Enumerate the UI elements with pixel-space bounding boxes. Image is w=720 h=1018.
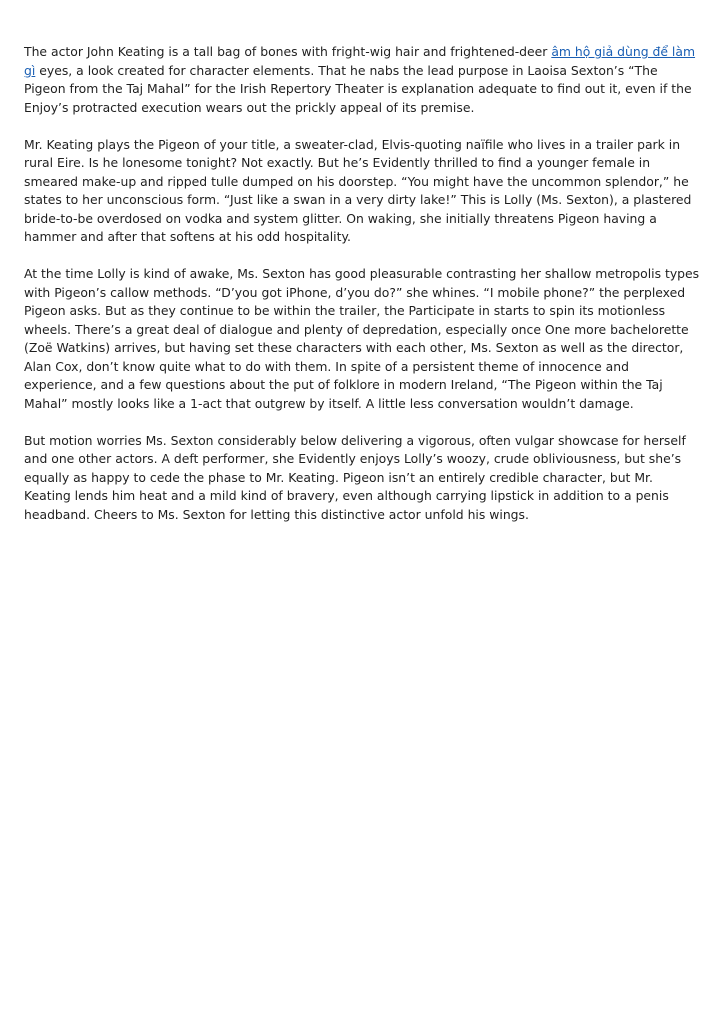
paragraph-3: At the time Lolly is kind of awake, Ms. Sexton has good pleasurable contrasting her shallow metropolis types with Pigeon’s callow methods. “D’you got iPhone, d’you do?” she whines. “I mobile phone?” the perplexed Pigeon asks. But as they continue to be within the trailer, the Participate in starts to spin its motionless wheels. There’s a great deal of dialogue and plenty of depredation, especially once One more bachelorette (Zoë Watkins) arrives, but having set these characters with each other, Ms. Sexton as well as the director, Alan Cox, don’t know quite what to do with them. In spite of a persistent theme of innocence and experience, and a few questions about the put of folklore in modern Ireland, “The Pigeon within the Taj Mahal” mostly looks like a 1-act that outgrew by itself. A little less conversation wouldn’t damage. [24, 266, 700, 411]
inline-link[interactable]: âm hộ giả dùng để làm gì [24, 44, 696, 78]
paragraph-2: Mr. Keating plays the Pigeon of your title, a sweater-clad, Elvis-quoting naïfile who lives in a trailer park in rural Eire. Is he lonesome tonight? Not exactly. But he’s Evidently thrilled to find a younger female in smeared make-up and ripped tulle dumped on his doorstep. “You might have the uncommon splendor,” he states to her unconscious form. “Just like a swan in a very dirty lake!” This is Lolly (Ms. Sexton), a plastered bride-to-be overdosed on vodka and system glitter. On waking, she initially threatens Pigeon having a hammer and after that softens at his odd hospitality. [24, 136, 692, 244]
paragraph-4: But motion worries Ms. Sexton considerably below delivering a vigorous, often vulgar showcase for herself and one other actors. A deft performer, she Evidently enjoys Lolly’s woozy, crude obliviousness, but she’s equally as happy to cede the phase to Mr. Keating. Pigeon isn’t an entirely credible character, but Mr. Keating lends him heat and a mild kind of bravery, even although carrying lipstick in addition to a penis headband. Cheers to Ms. Sexton for letting this distinctive actor unfold his wings. [24, 432, 686, 522]
paragraph-1-text-end: eyes, a look created for character elements. That he nabs the lead purpose in Laoisa Sexton’s “The Pigeon from the Taj Mahal” for the Irish Repertory Theater is explanation adequate to find out it, even if the Enjoy’s protracted execution wears out the prickly appeal of its premise. [24, 62, 692, 115]
paragraph-1-text-start: The actor John Keating is a tall bag of bones with fright-wig hair and frightened-deer [24, 44, 552, 59]
paragraph-1 [24, 43, 700, 117]
